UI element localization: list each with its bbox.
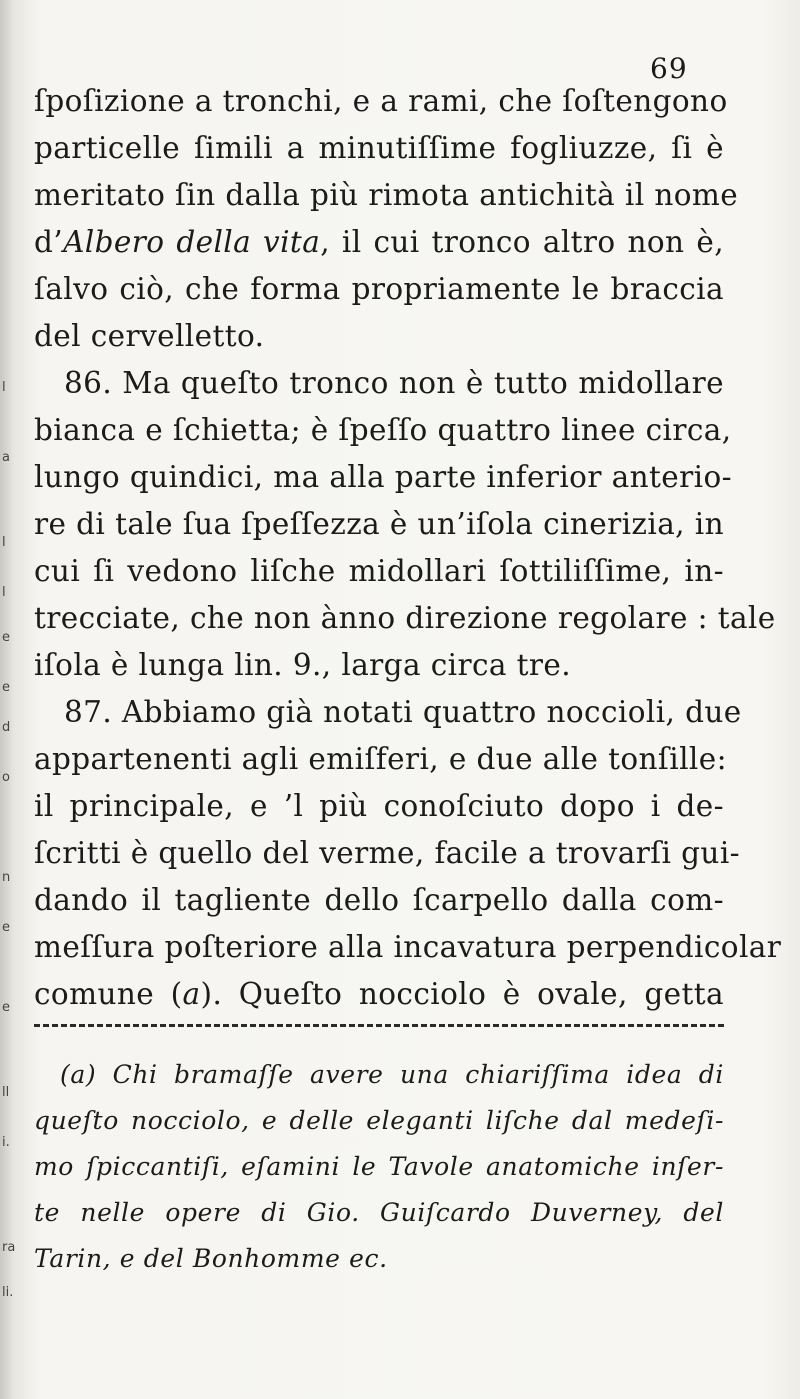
page-number: 69	[650, 52, 688, 85]
text-line: lungo quindici, ma alla parte inferior anterio-	[34, 460, 732, 494]
text-line: appartenenti agli emiſferi, e due alle tonſille:	[34, 742, 727, 776]
footnote-line: te nelle opere di Gio. Guiſcardo Duverney, del	[34, 1198, 724, 1227]
footnote-line: Tarin, e del Bonhomme ec.	[34, 1244, 388, 1273]
text-line	[34, 971, 724, 1018]
text-segment: d’	[34, 225, 64, 259]
gutter-mark: l	[2, 585, 6, 600]
gutter-mark: e	[2, 920, 10, 935]
footnote-separator	[34, 1024, 724, 1027]
footnote-line: mo ſpiccantiſi, eſamini le Tavole anatomiche inſer-	[34, 1152, 724, 1181]
gutter-mark: l	[2, 535, 6, 550]
gutter-mark: e	[2, 1000, 10, 1015]
text-line: iſola è lunga lin. 9., larga circa tre.	[34, 648, 572, 682]
italic-term: Albero della vita	[63, 225, 321, 259]
footnote-line: queſto nocciolo, e delle eleganti liſche dal medeſi-	[34, 1106, 724, 1135]
text-line: particelle ſimili a minutiſſime fogliuzze, ſi è	[34, 131, 724, 165]
gutter-mark: d	[2, 720, 11, 735]
footnote-reference: a	[182, 977, 201, 1011]
text-line: trecciate, che non ànno direzione regolare : tale	[34, 601, 776, 635]
footnote	[34, 1052, 724, 1282]
text-line: del cervelletto.	[34, 319, 265, 353]
text-line: meſſura poſteriore alla incavatura perpendicolar	[34, 930, 782, 964]
gutter-mark: o	[2, 770, 10, 785]
paragraph-87-start: 87. Abbiamo già notati quattro noccioli, due	[64, 695, 742, 729]
gutter-mark: ra	[2, 1240, 16, 1255]
body-text	[34, 78, 782, 1018]
text-segment: , il cui tronco altro non è,	[320, 225, 725, 259]
text-line: dando il tagliente dello ſcarpello dalla com-	[34, 883, 724, 917]
text-line: bianca e ſchietta; è ſpeſſo quattro linee circa,	[34, 413, 732, 447]
gutter-marks	[0, 300, 16, 1350]
text-segment: comune (	[34, 977, 183, 1011]
gutter-mark: ll	[2, 1085, 10, 1100]
text-line: il principale, e ’l più conoſciuto dopo i de-	[34, 789, 724, 823]
text-line: ſcritti è quello del verme, facile a trovarſi gui-	[34, 836, 741, 870]
text-segment: ). Queſto nocciolo è ovale, getta	[200, 977, 724, 1011]
gutter-mark: i.	[2, 1135, 10, 1150]
text-line: ſpoſizione a tronchi, e a rami, che ſoſtengono	[34, 84, 728, 118]
text-line: meritato ſin dalla più rimota antichità il nome	[34, 178, 739, 212]
gutter-mark: e	[2, 630, 10, 645]
paragraph-86-start: 86. Ma queſto tronco non è tutto midollare	[64, 366, 724, 400]
text-line: ſalvo ciò, che forma propriamente le braccia	[34, 272, 724, 306]
text-line	[34, 219, 724, 266]
gutter-mark: e	[2, 680, 10, 695]
text-line: cui ſi vedono liſche midollari ſottiliſſime, in-	[34, 554, 724, 588]
gutter-mark: li.	[2, 1285, 14, 1300]
gutter-mark: a	[2, 450, 10, 465]
text-line: re di tale ſua ſpeſſezza è un’iſola cinerizia, in	[34, 507, 724, 541]
gutter-mark: n	[2, 870, 11, 885]
gutter-mark: l	[2, 380, 6, 395]
footnote-line: (a) Chi bramaſſe avere una chiariſſima idea di	[60, 1060, 724, 1089]
